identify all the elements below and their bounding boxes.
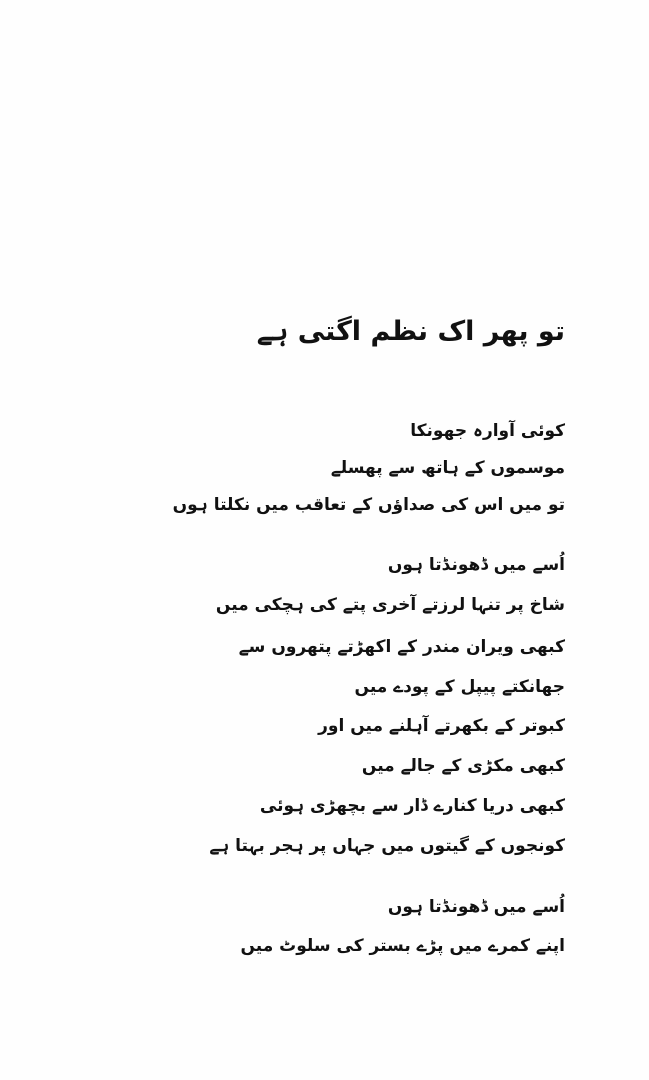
poem-line: تو میں اس کی صداؤں کے تعاقب میں نکلتا ہوں — [172, 495, 565, 515]
poem-line: کبھی دریا کنارے ڈار سے بچھڑی ہوئی — [259, 796, 565, 816]
poem-line: اپنے کمرے میں پڑے بستر کی سلوٹ میں — [240, 936, 565, 956]
poem-line: کبھی ویران مندر کے اکھڑتے پتھروں سے — [238, 637, 565, 657]
poem-line: کبوتر کے بکھرتے آہلنے میں اور — [318, 716, 565, 736]
poem-line: اُسے میں ڈھونڈتا ہوں — [387, 555, 565, 575]
poem-line: شاخ پر تنہا لرزتے آخری پتے کی ہچکی میں — [215, 595, 565, 615]
poem-line: اُسے میں ڈھونڈتا ہوں — [387, 897, 565, 917]
poem-line: کونجوں کے گیتوں میں جہاں پر ہجر بہتا ہے — [209, 836, 565, 856]
poem-line: موسموں کے ہاتھ سے پھسلے — [330, 458, 565, 478]
poem-title: تو پھر اک نظم اگتی ہے — [256, 316, 565, 347]
poem-line: کبھی مکڑی کے جالے میں — [361, 756, 565, 776]
poem-line: جھانکتے پیپل کے پودے میں — [354, 677, 565, 697]
poem-line: کوئی آوارہ جھونکا — [410, 421, 565, 441]
